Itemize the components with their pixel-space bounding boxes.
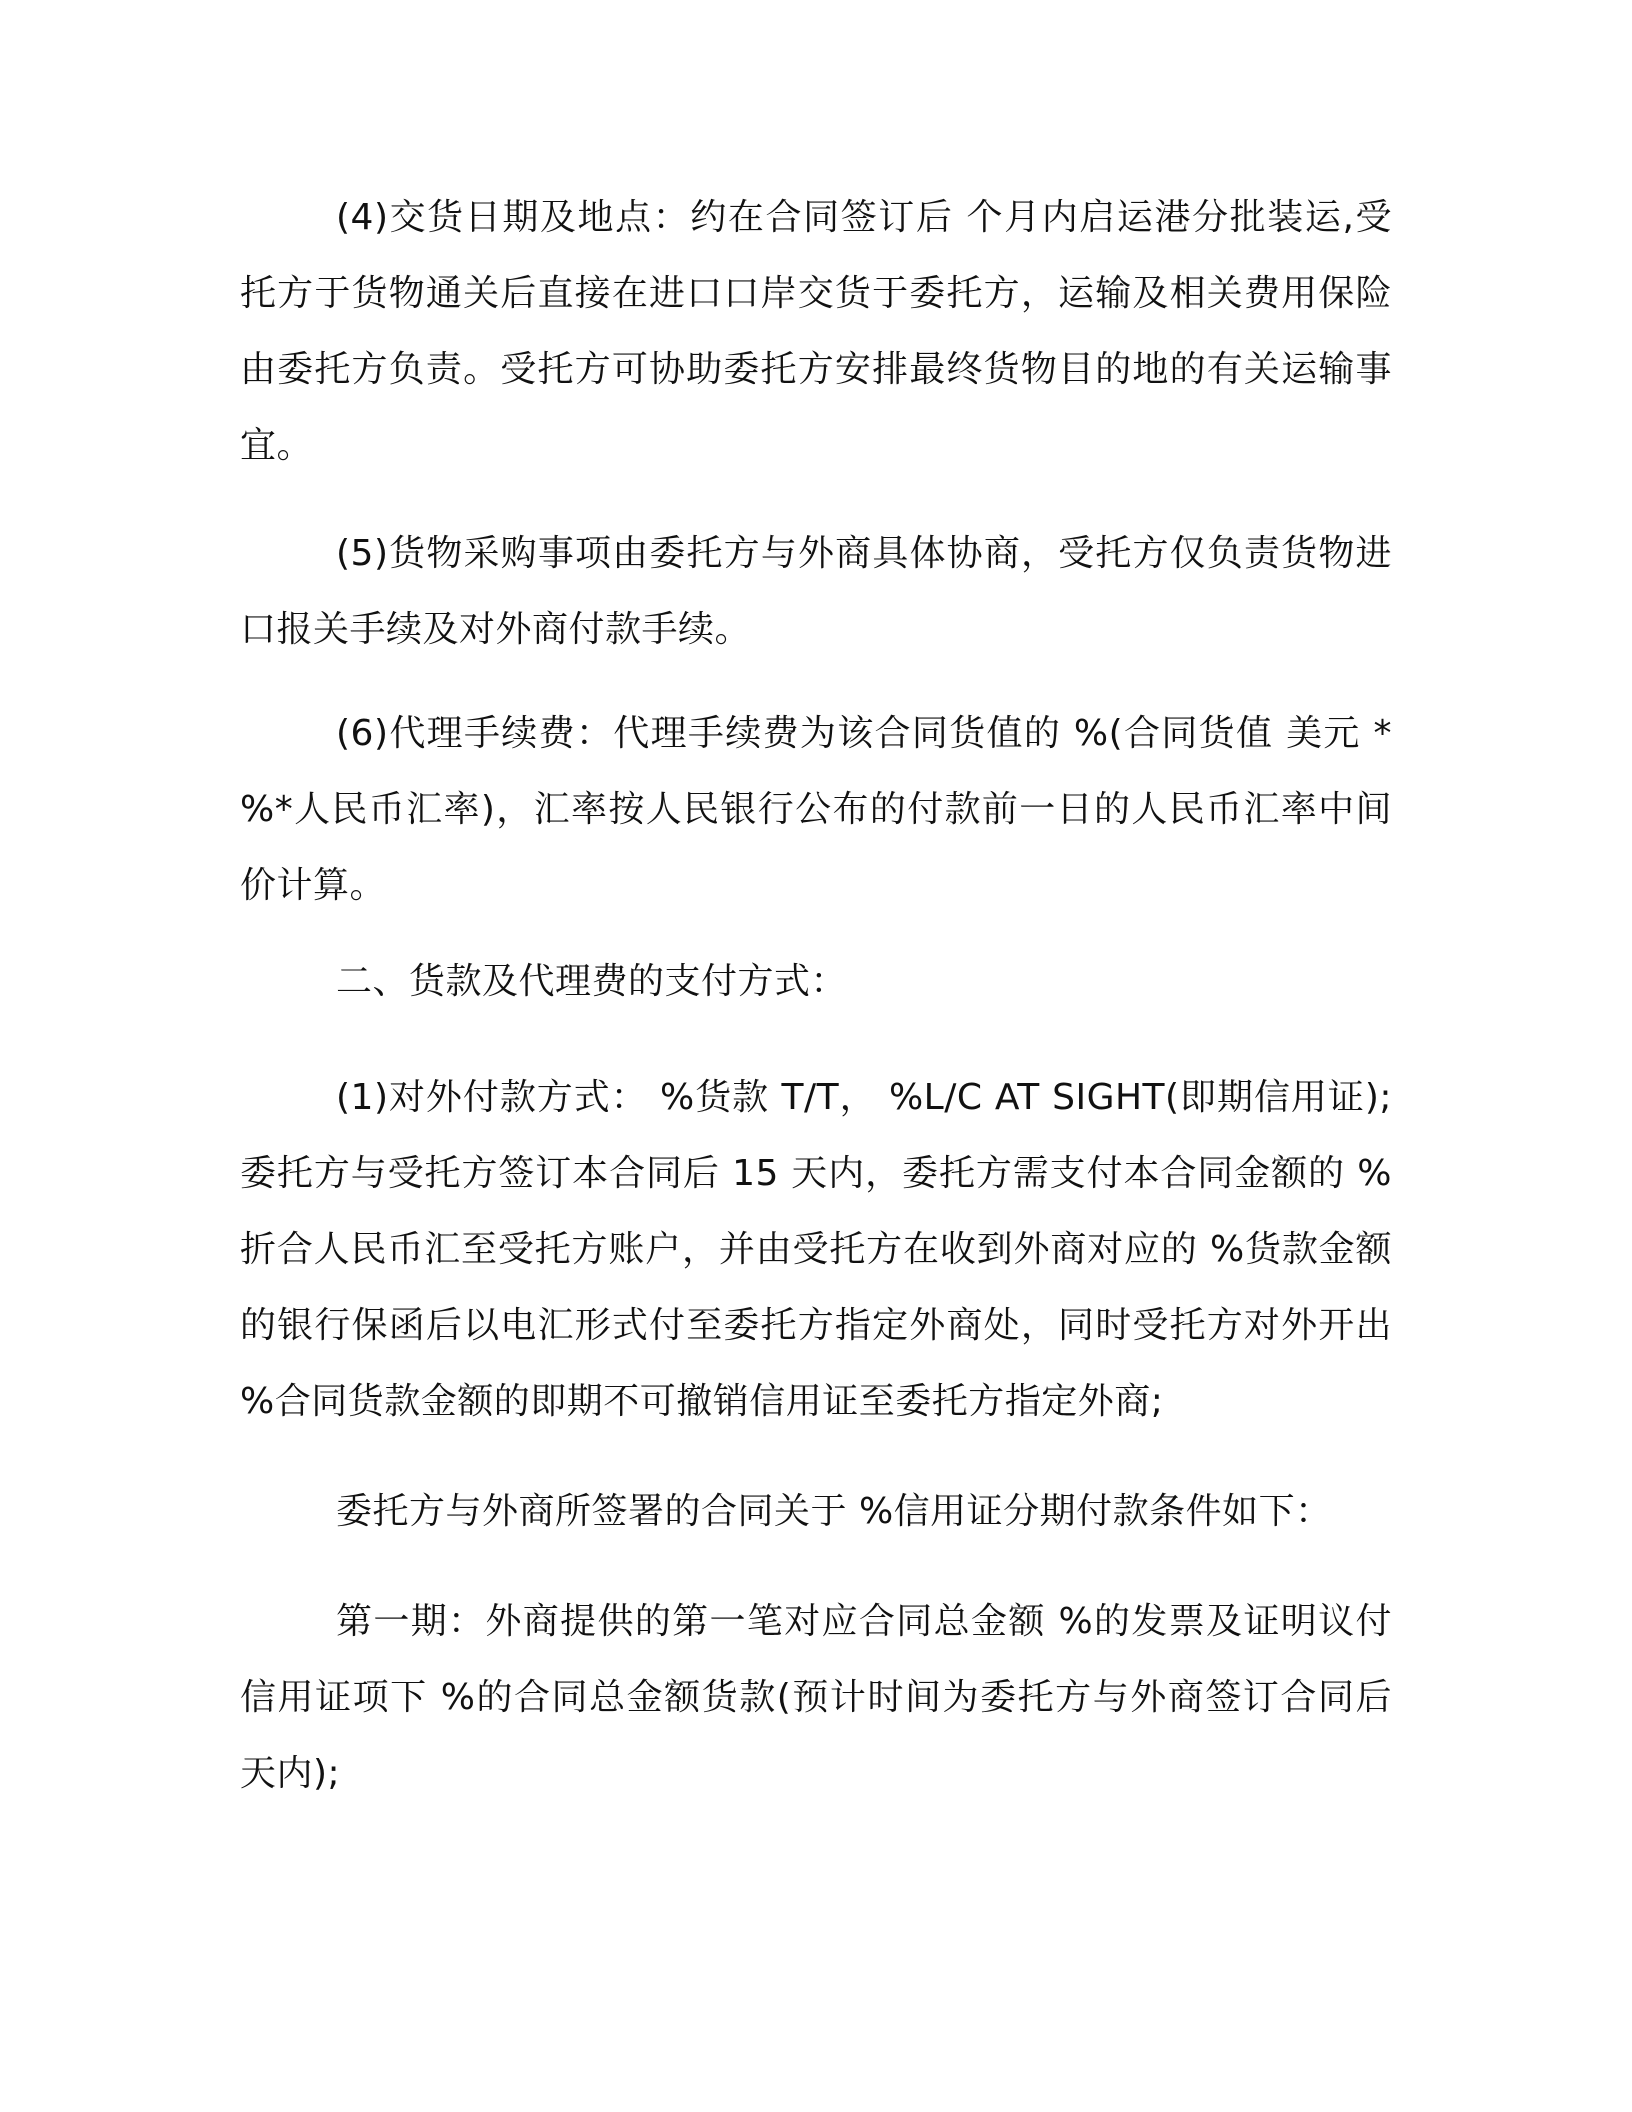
paragraph-procurement: (5)货物采购事项由委托方与外商具体协商，受托方仅负责货物进口报关手续及对外商付款手续。 [240,533,1392,650]
paragraph-delivery-terms: (4)交货日期及地点：约在合同签订后 个月内启运港分批装运,受托方于货物通关后直接在进口口岸交货于委托方，运输及相关费用保险由委托方负责。受托方可协助委托方安排最终货物目的地的有关运输事宜。 [240,197,1392,466]
section-heading-payment: 二、货款及代理费的支付方式： [336,961,848,1002]
paragraph-payment-method: (1)对外付款方式： %货款 T/T， %L/C AT SIGHT(即期信用证); 委托方与受托方签订本合同后 15 天内，委托方需支付本合同金额的 %折合人民币汇至受托方账户，并由受托方在收到外商对应的 %货款金额的银行保函后以电汇形式付至委托方指定外商处，同时受托方对外开出 %合同货款金额的即期不可撤销信用证至委托方指定外商; [240,1077,1392,1422]
paragraph-first-installment: 第一期：外商提供的第一笔对应合同总金额 %的发票及证明议付信用证项下 %的合同总金额货款(预计时间为委托方与外商签订合同后 天内); [240,1601,1392,1794]
paragraph-agency-fee: (6)代理手续费：代理手续费为该合同货值的 %(合同货值 美元 * %*人民币汇率)，汇率按人民银行公布的付款前一日的人民币汇率中间价计算。 [240,713,1392,906]
paragraph-lc-terms: 委托方与外商所签署的合同关于 %信用证分期付款条件如下： [336,1491,1332,1532]
